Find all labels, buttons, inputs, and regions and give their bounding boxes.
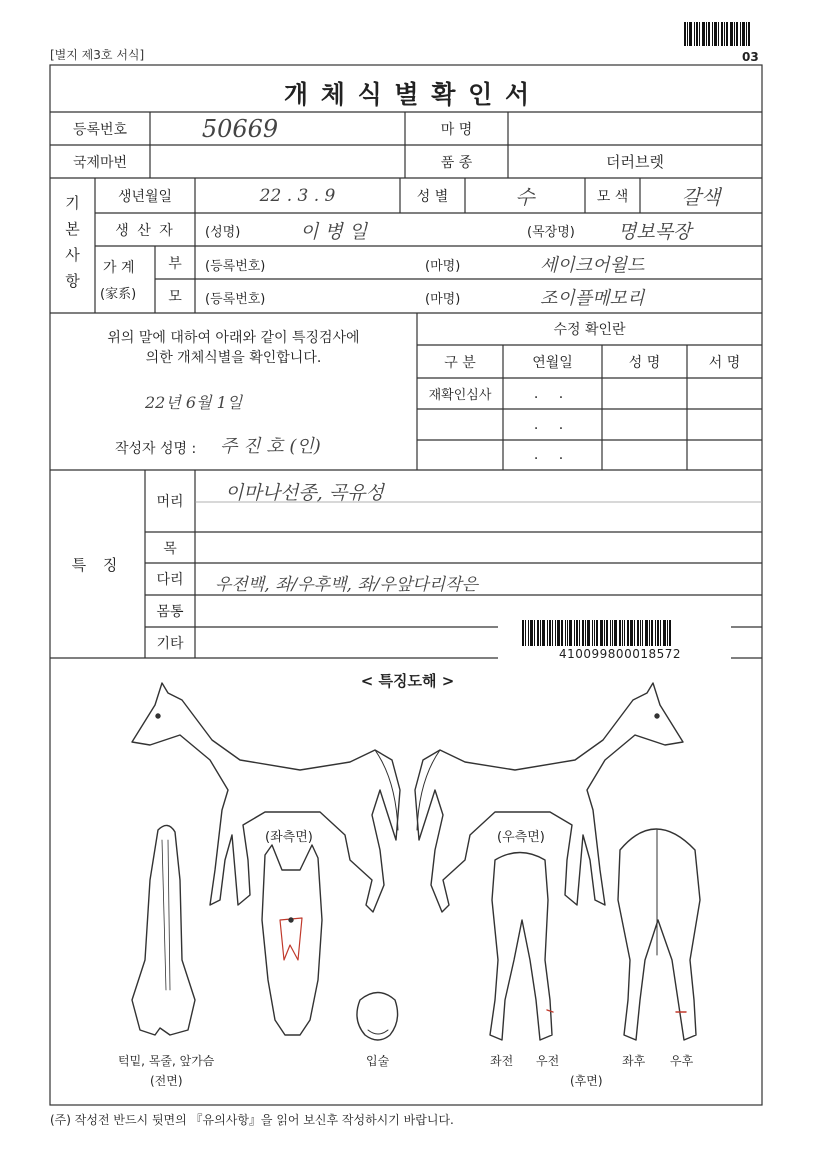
footer-note: (주) 작성전 반드시 뒷면의 『유의사항』을 읽어 보신후 작성하시기 바랍니다. <box>50 1113 454 1127</box>
legs-value[interactable]: 우전백, 좌/우후백, 좌/우앞다리작은 <box>215 575 478 595</box>
reg-no-value[interactable]: 50669 <box>201 114 279 143</box>
front-caption: 턱밑, 목줄, 앞가슴 <box>118 1054 215 1068</box>
diagram-title: < 특징도해 > <box>360 672 455 690</box>
head-value[interactable]: 이마나선종, 곡유성 <box>225 482 384 504</box>
muzzle-view <box>357 993 398 1041</box>
birth-value[interactable]: 22 . 3 . 9 <box>259 185 336 206</box>
head-front-view <box>262 845 322 1035</box>
rev-row-date[interactable]: . . <box>533 385 572 402</box>
breed-value[interactable]: 더러브렛 <box>606 153 664 171</box>
producer-name-value[interactable]: 이 병 일 <box>300 221 368 243</box>
form-title: 개 체 식 별 확 인 서 <box>283 80 532 109</box>
producer-label: 생 산 자 <box>115 222 175 239</box>
front-neck-view <box>132 825 195 1035</box>
sticker-number: 410099800018572 <box>558 647 682 661</box>
rev-col-date: 연월일 <box>532 354 573 371</box>
right-hind-label: 우후 <box>670 1054 694 1068</box>
dam-name-value[interactable]: 조이플메모리 <box>540 288 645 309</box>
rev-col-sign: 서 명 <box>708 354 741 371</box>
left-side-horse <box>132 683 400 912</box>
dam-label: 모 <box>168 289 182 305</box>
lips-label: 입술 <box>366 1054 390 1068</box>
ranch-value[interactable]: 명보목장 <box>618 221 692 243</box>
head-label: 머리 <box>156 494 184 510</box>
left-hind-label: 좌후 <box>622 1054 646 1068</box>
basic-label-char: 기 <box>65 194 80 212</box>
sire-name-value[interactable]: 세이크어윌드 <box>540 255 645 276</box>
color-label: 모 색 <box>596 188 629 205</box>
rev-row-kind: 재확인심사 <box>428 388 492 403</box>
page-code: 03 <box>742 50 759 64</box>
sex-label: 성 별 <box>416 188 449 205</box>
right-side-label: (우측면) <box>497 830 545 845</box>
family-label: 가 계 <box>103 260 135 276</box>
family-hanja: (家系) <box>100 287 137 302</box>
right-front-label: 우전 <box>536 1054 560 1068</box>
dam-regno-label: (등록번호) <box>205 292 266 307</box>
sex-value[interactable]: 수 <box>515 185 535 209</box>
rev-row-date[interactable]: . . <box>533 416 572 433</box>
revision-title: 수정 확인란 <box>553 322 626 338</box>
sire-regno-label: (등록번호) <box>205 259 266 274</box>
statement-line2: 의한 개체식별을 확인합니다. <box>145 350 322 366</box>
sire-name-label: (마명) <box>425 259 461 274</box>
reg-no-label: 등록번호 <box>72 121 128 138</box>
confirm-date[interactable]: 22년 6월 1일 <box>145 393 243 412</box>
horse-name-label: 마 명 <box>440 121 473 138</box>
breed-label: 품 종 <box>440 154 473 171</box>
rev-col-name: 성 명 <box>628 354 661 371</box>
writer-value[interactable]: 주 진 호 (인) <box>220 436 321 457</box>
legs-label: 다리 <box>156 572 184 588</box>
color-value[interactable]: 갈색 <box>681 185 721 209</box>
sire-label: 부 <box>168 255 182 272</box>
right-side-horse <box>415 683 683 912</box>
ranch-label: (목장명) <box>527 225 575 240</box>
birth-label: 생년월일 <box>117 188 173 205</box>
rear-view-label: (후면) <box>570 1074 603 1088</box>
rear-view <box>618 829 700 1040</box>
features-section-label: 특 징 <box>71 555 124 574</box>
left-side-label: (좌측면) <box>265 830 313 845</box>
writer-label: 작성자 성명 : <box>115 441 197 457</box>
etc-label: 기타 <box>156 635 184 652</box>
neck-label: 목 <box>163 540 177 557</box>
left-front-label: 좌전 <box>490 1054 514 1068</box>
basic-label-char: 본 <box>65 220 80 238</box>
statement-line1: 위의 말에 대하여 아래와 같이 특징검사에 <box>107 330 360 346</box>
intl-no-label: 국제마번 <box>72 154 128 171</box>
producer-name-label: (성명) <box>205 225 241 240</box>
form-label: [별지 제3호 서식] <box>50 48 145 62</box>
front-legs-view <box>490 853 553 1041</box>
rev-row-date[interactable]: . . <box>533 447 572 463</box>
body-label: 몸통 <box>156 604 184 620</box>
front-view-label: (전면) <box>150 1074 183 1088</box>
basic-label-char: 사 <box>65 246 80 264</box>
dam-name-label: (마명) <box>425 292 461 307</box>
basic-label-char: 항 <box>65 272 80 290</box>
rev-col-kind: 구 분 <box>444 354 476 371</box>
